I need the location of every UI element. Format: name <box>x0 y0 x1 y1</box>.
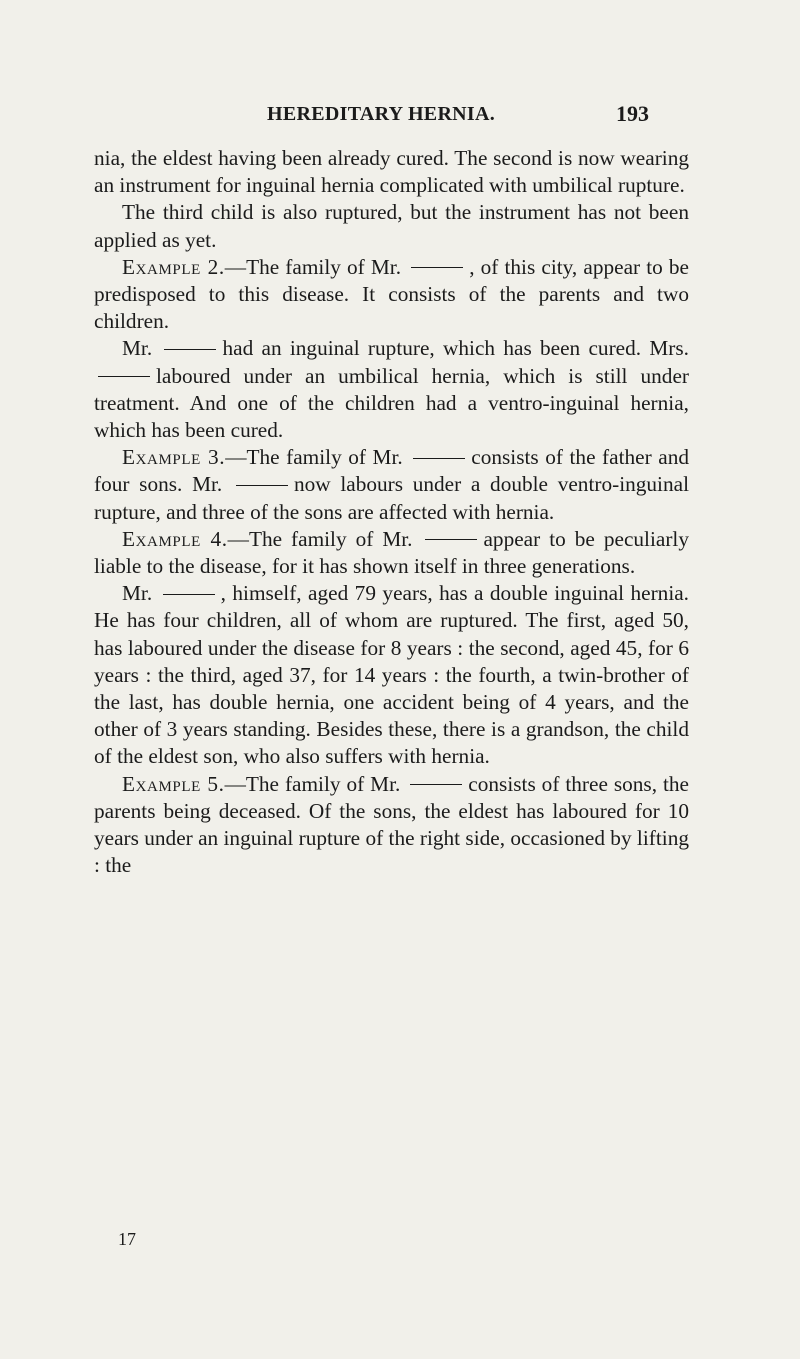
body-text <box>94 145 689 879</box>
paragraph-segment: —The family of Mr. <box>225 445 403 470</box>
paragraph-segment: , of this city, appear to be predisposed to this disease. It consists of the parents and two children. <box>94 254 690 334</box>
name-omitted-dash <box>411 267 463 268</box>
paragraph-example-5 <box>94 771 689 880</box>
running-head-title: HEREDITARY HERNIA. <box>267 103 496 125</box>
paragraph-segment: —The family of Mr. <box>224 771 401 796</box>
paragraph-continuation <box>94 145 689 199</box>
page-number: 193 <box>616 101 649 126</box>
paragraph-segment: Mr. <box>122 336 153 361</box>
paragraph-example-4 <box>94 526 689 580</box>
paragraph-text: nia, the eldest having been already cured. The second is now wearing an instrument for inguinal hernia complicated with umbilical rupture. <box>94 146 689 198</box>
paragraph-generations <box>94 580 689 770</box>
paragraph-segment: laboured under an umbilical hernia, which is still under treatment. And one of the children had a ventro-inguinal hernia, which has been cured. <box>94 363 689 443</box>
name-omitted-dash <box>410 784 462 785</box>
example-label: Example 3. <box>122 445 226 470</box>
paragraph-segment: now labours under a double ventro-inguinal rupture, and three of the sons are affected with hernia. <box>94 472 689 524</box>
name-omitted-dash <box>236 485 288 486</box>
paragraph-example-3 <box>94 444 689 526</box>
paragraph-example-2 <box>94 254 689 336</box>
paragraph-segment: —The family of Mr. <box>227 526 413 551</box>
paragraph-segment: —The family of Mr. <box>224 254 402 279</box>
running-head <box>40 101 760 127</box>
example-label: Example 5. <box>122 771 225 796</box>
paragraph-segment: , himself, aged 79 years, has a double inguinal hernia. He has four children, all of whom are ruptured. The first, aged 50, has laboured under the disease for 8 years : the second, aged 45, for 6 years : the third, aged 37, for 14 years : the fourth, a twin-brother of the last, has double hernia, one accident being of 4 years, and the other of 3 years standing. Besides these, there is a grandson, the child of the eldest son, who also suffers with hernia. <box>94 581 690 769</box>
paragraph-third-child <box>94 199 689 253</box>
paragraph-segment: consists of three sons, the parents being deceased. Of the sons, the eldest has laboured for 10 years under an inguinal rupture of the right side, occasioned by lifting : the <box>94 771 690 878</box>
paragraph-family-members <box>94 335 689 444</box>
name-omitted-dash <box>163 594 215 595</box>
paragraph-segment: Mr. <box>122 581 153 606</box>
name-omitted-dash <box>98 376 150 377</box>
paragraph-segment: had an inguinal rupture, which has been cured. Mrs. <box>222 336 689 361</box>
paragraph-segment: appear to be peculiarly liable to the disease, for it has shown itself in three generations. <box>94 526 689 579</box>
name-omitted-dash <box>413 458 465 459</box>
example-label: Example 2. <box>122 254 225 279</box>
paragraph-text: The third child is also ruptured, but the instrument has not been applied as yet. <box>94 200 689 252</box>
signature-mark: 17 <box>118 1229 136 1249</box>
name-omitted-dash <box>164 349 216 350</box>
example-label: Example 4. <box>122 526 228 551</box>
name-omitted-dash <box>425 539 477 540</box>
paragraph-segment: consists of the father and four sons. Mr. <box>94 445 689 497</box>
